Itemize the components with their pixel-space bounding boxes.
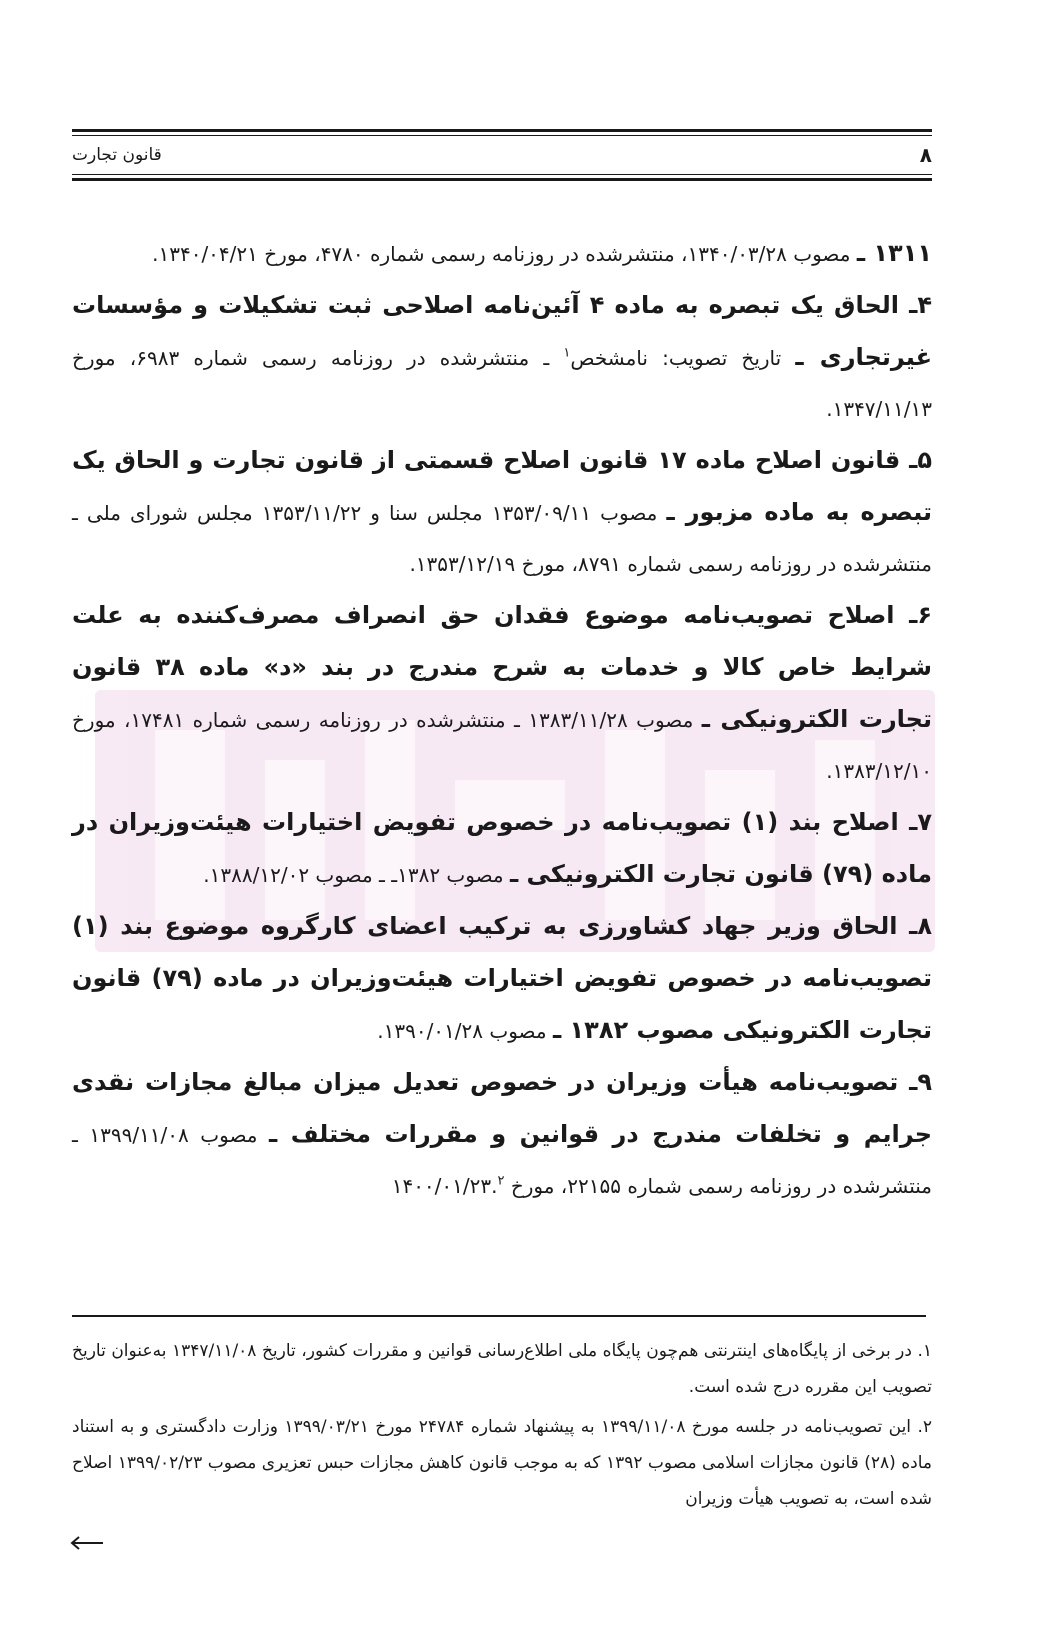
entry-details: مصوب ۱۳۵۳/۰۹/۱۱ مجلس سنا و ۱۳۵۳/۱۱/۲۲ مجلس شورای ملی ـ منتشرشده در روزنامه رسمی شماره ۸۷۹۱، مورخ ۱۳۵۳/۱۲/۱۹.	[72, 501, 932, 576]
entry-paragraph	[72, 797, 932, 901]
header-rule	[72, 129, 932, 132]
header-rule	[72, 178, 932, 181]
body-text	[72, 228, 932, 1212]
entry-title: ۴ـ الحاق یک تبصره به ماده ۴ آئین‌نامه اصلاحی ثبت تشکیلات و مؤسسات غیرتجاری ـ	[72, 291, 933, 371]
entry-title: ۶ـ اصلاح تصویب‌نامه موضوع فقدان حق انصراف مصرف‌کننده به علت شرایط خاص کالا و خدمات به شرح مندرج در بند «د» ماده ۳۸ قانون تجارت الکترونیکی ـ	[72, 601, 932, 733]
entry-paragraph	[72, 590, 932, 797]
entry-paragraph	[72, 280, 932, 435]
footnote: ۲. این تصویب‌نامه در جلسه مورخ ۱۳۹۹/۱۱/۰۸ به پیشنهاد شماره ۲۴۷۸۴ مورخ ۱۳۹۹/۰۳/۲۱ وزارت دادگستری و به استناد ماده (۲۸) قانون مجازات اسلامی مصوب ۱۳۹۲ که به موجب قانون کاهش مجازات حبس تعزیری مصوب ۱۳۹۹/۰۲/۲۳ اصلاح شده است، به تصویب هیأت وزیران	[72, 1417, 932, 1509]
page-number: ۸	[919, 143, 932, 167]
entry-lead: ۱۳۱۱ ـ	[856, 239, 932, 267]
entry-title: ۵ـ قانون اصلاح ماده ۱۷ قانون اصلاح قسمتی از قانون تجارت و الحاق یک تبصره به ماده مزبور ـ	[72, 446, 932, 526]
entry-details: مصوب ۱۳۹۹/۱۱/۰۸ ـ منتشرشده در روزنامه رسمی شماره ۲۲۱۵۵، مورخ ۱۴۰۰/۰۱/۲۳.	[72, 1123, 932, 1198]
entry-details: مصوب ۱۳۴۰/۰۳/۲۸، منتشرشده در روزنامه رسمی شماره ۴۷۸۰، مورخ ۱۳۴۰/۰۴/۲۱.	[152, 242, 857, 266]
footnote: ۱. در برخی از پایگاه‌های اینترنتی هم‌چون پایگاه ملی اطلاع‌رسانی قوانین و مقررات کشور، تاریخ ۱۳۴۷/۱۱/۰۸ به‌عنوان تاریخ تصویب این مقرره درج شده است.	[72, 1341, 932, 1397]
entry-paragraph	[72, 228, 932, 280]
entry-details: مصوب ۱۳۹۰/۰۱/۲۸.	[377, 1019, 553, 1043]
running-header	[72, 138, 932, 172]
entry-paragraph	[72, 435, 932, 590]
entry-paragraph	[72, 1057, 932, 1212]
running-title: قانون تجارت	[72, 145, 162, 165]
entry-title: ۹ـ تصویب‌نامه هیأت وزیران در خصوص تعدیل میزان مبالغ مجازات نقدی جرایم و تخلفات مندرج در قوانین و مقررات مختلف ـ	[72, 1068, 932, 1148]
header-rule	[72, 174, 932, 175]
entry-details: ـ منتشرشده در روزنامه رسمی شماره ۶۹۸۳، مورخ ۱۳۴۷/۱۱/۱۳.	[72, 346, 932, 421]
entry-details: تاریخ تصویب: نامشخص	[570, 346, 796, 370]
entry-paragraph	[72, 901, 932, 1057]
continued-arrow-icon	[70, 1536, 104, 1550]
entry-details: مصوب ۱۳۸۲ـ ـ مصوب ۱۳۸۸/۱۲/۰۲.	[203, 863, 510, 887]
footnote-separator	[72, 1315, 926, 1317]
footnote-ref[interactable]: ۱	[563, 345, 571, 361]
entry-title: ۸ـ الحاق وزیر جهاد کشاورزی به ترکیب اعضای کارگروه موضوع بند (۱) تصویب‌نامه در خصوص تفویض اختیارات هیئت‌وزیران در ماده (۷۹) قانون تجارت الکترونیکی مصوب ۱۳۸۲ ـ	[72, 912, 932, 1044]
entry-title: ۷ـ اصلاح بند (۱) تصویب‌نامه در خصوص تفویض اختیارات هیئت‌وزیران در ماده (۷۹) قانون تجارت الکترونیکی ـ	[72, 808, 932, 888]
entry-details: مصوب ۱۳۸۳/۱۱/۲۸ ـ منتشرشده در روزنامه رسمی شماره ۱۷۴۸۱، مورخ ۱۳۸۳/۱۲/۱۰.	[72, 708, 932, 783]
footnotes	[72, 1333, 932, 1521]
header-rule	[72, 135, 932, 136]
footnote-ref[interactable]: ۲	[497, 1173, 505, 1189]
